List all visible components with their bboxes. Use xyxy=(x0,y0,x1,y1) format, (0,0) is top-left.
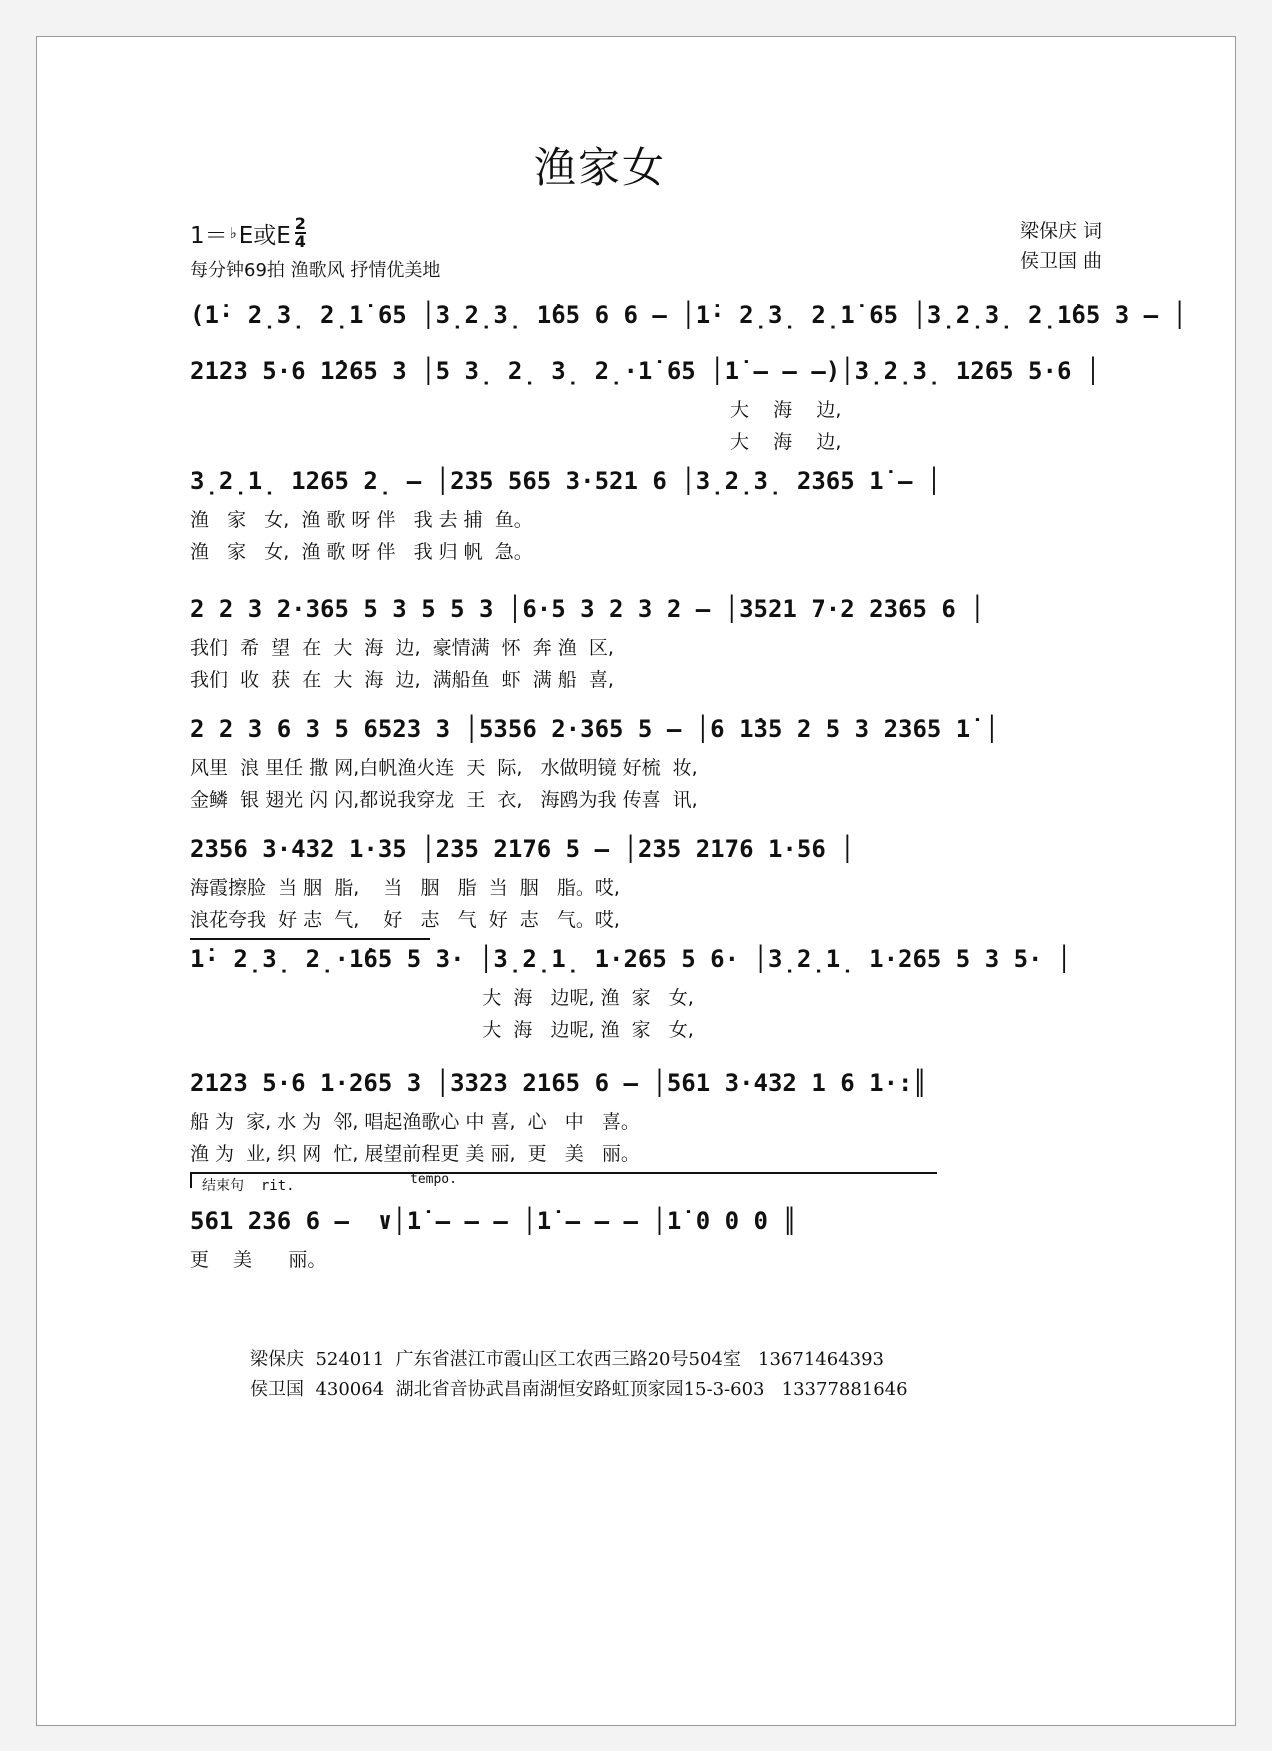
tempo-marking: 每分钟69拍 渔歌风 抒情优美地 xyxy=(190,260,441,281)
contact-lyricist: 梁保庆 524011 广东省湛江市霞山区工农西三路20号504室 13671464393 xyxy=(250,1349,884,1370)
score-row-4 xyxy=(190,586,1090,696)
credits xyxy=(1020,216,1102,276)
key-signature: 1＝ ♭ E或E $\frac{2}{4}$ xyxy=(190,214,306,251)
score-row-9 xyxy=(190,1198,1090,1276)
notes-line: 1̇· 2̣3̣ 2̣·1̇65 5 3· │3̣2̣1̣ 1·265 5 6· │3̣2̣1̣ 1·265 5 3 5· │ xyxy=(190,945,1072,973)
notes-line: 2 2 3 2·365 5 3 5 5 3 │6·5 3 2 3 2 – │3521 7·2 2365 6 │ xyxy=(190,595,985,623)
song-title: 渔家女 xyxy=(533,143,666,192)
score-row-3 xyxy=(190,458,1090,568)
score-row-5 xyxy=(190,706,1090,816)
lyric-verse-2: 大 海 边, xyxy=(730,431,842,453)
notes-line: 561 236 6 – ∨│1̇ – – – │1̇ – – – │1̇ 0 0 0 ║ xyxy=(190,1207,797,1235)
lyric-verse-1: 大 海 边呢, 渔 家 女, xyxy=(440,987,694,1009)
lyric-verse-1: 船 为 家, 水 为 邻, 唱起渔歌心 中 喜, 心 中 喜。 xyxy=(190,1111,640,1133)
lyric-verse-2: 大 海 边呢, 渔 家 女, xyxy=(440,1019,694,1041)
notes-line: 2 2 3 6 3 5 6523 3 │5356 2·365 5 – │6 1̇35 2 5 3 2365 1̇ │ xyxy=(190,715,1000,743)
contact-footer xyxy=(250,1345,908,1405)
lyric-verse-1: 风里 浪 里任 撒 网,白帆渔火连 天 际, 水做明镜 好梳 妆, xyxy=(190,757,698,779)
ending-label: 结束句 rit. xyxy=(202,1178,295,1194)
lyric-verse-2: 浪花夸我 好 志 气, 好 志 气 好 志 气。哎, xyxy=(190,909,620,931)
score-row-7 xyxy=(190,936,1090,1046)
score-row-2 xyxy=(190,348,1101,458)
lyric-verse-1: 大 海 边, xyxy=(730,399,842,421)
score-row-8 xyxy=(190,1060,1090,1170)
lyric-verse-2: 渔 家 女, 渔 歌 呀 伴 我 归 帆 急。 xyxy=(190,541,533,563)
score-row-1 xyxy=(190,292,1187,338)
notes-line: 2356 3·432 1·35 │235 2176 5 – │235 2176 1·56 │ xyxy=(190,835,855,863)
key-signature-block xyxy=(190,212,440,282)
notes-line: 3̣2̣1̣ 1265 2̣ – │235 565 3·521 6 │3̣2̣3̣ 2365 1̇ – │ xyxy=(190,467,942,495)
ending-bracket xyxy=(190,1172,937,1188)
lyric-verse-1: 渔 家 女, 渔 歌 呀 伴 我 去 捕 鱼。 xyxy=(190,509,533,531)
score-row-6 xyxy=(190,826,1090,936)
notes-line: 2123 5·6 1·265 3 │3323 2165 6 – │561 3·432 1 6 1·:║ xyxy=(190,1069,927,1097)
composer: 侯卫国 曲 xyxy=(1019,250,1102,272)
lyric-verse-2: 渔 为 业, 织 网 忙, 展望前程更 美 丽, 更 美 丽。 xyxy=(190,1143,640,1165)
contact-composer: 侯卫国 430064 湖北省音协武昌南湖恒安路虹顶家园15-3-603 13377881646 xyxy=(250,1379,908,1400)
lyric-verse-1: 海霞擦脸 当 胭 脂, 当 胭 脂 当 胭 脂。哎, xyxy=(190,877,620,899)
lyricist: 梁保庆 词 xyxy=(1019,220,1102,242)
lyric-verse-1: 我们 希 望 在 大 海 边, 豪情满 怀 奔 渔 区, xyxy=(190,637,614,659)
time-signature: $\frac{2}{4}$ xyxy=(294,214,306,251)
notes-line: (1̇· 2̣3̣ 2̣1̇ 65 │3̣2̣3̣ 1̇65 6 6 – │1̇· 2̣3̣ 2̣1̇ 65 │3̣2̣3̣ 2̣1̇65 3 – │ xyxy=(190,301,1187,329)
lyric-verse-1: 更 美 丽。 xyxy=(190,1249,327,1271)
lyric-verse-2: 我们 收 获 在 大 海 边, 满船鱼 虾 满 船 喜, xyxy=(190,669,614,691)
flat-sign: ♭ xyxy=(229,224,237,242)
tempo-mark: tempo. xyxy=(410,1172,457,1187)
notes-line: 2123 5·6 1̇265 3 │5 3̣ 2̣ 3̣ 2̣·1̇ 65 │1̇ – – –)│3̣2̣3̣ 1265 5·6 │ xyxy=(190,357,1101,385)
lyric-verse-2: 金鳞 银 翅光 闪 闪,都说我穿龙 王 衣, 海鸥为我 传喜 讯, xyxy=(190,789,698,811)
